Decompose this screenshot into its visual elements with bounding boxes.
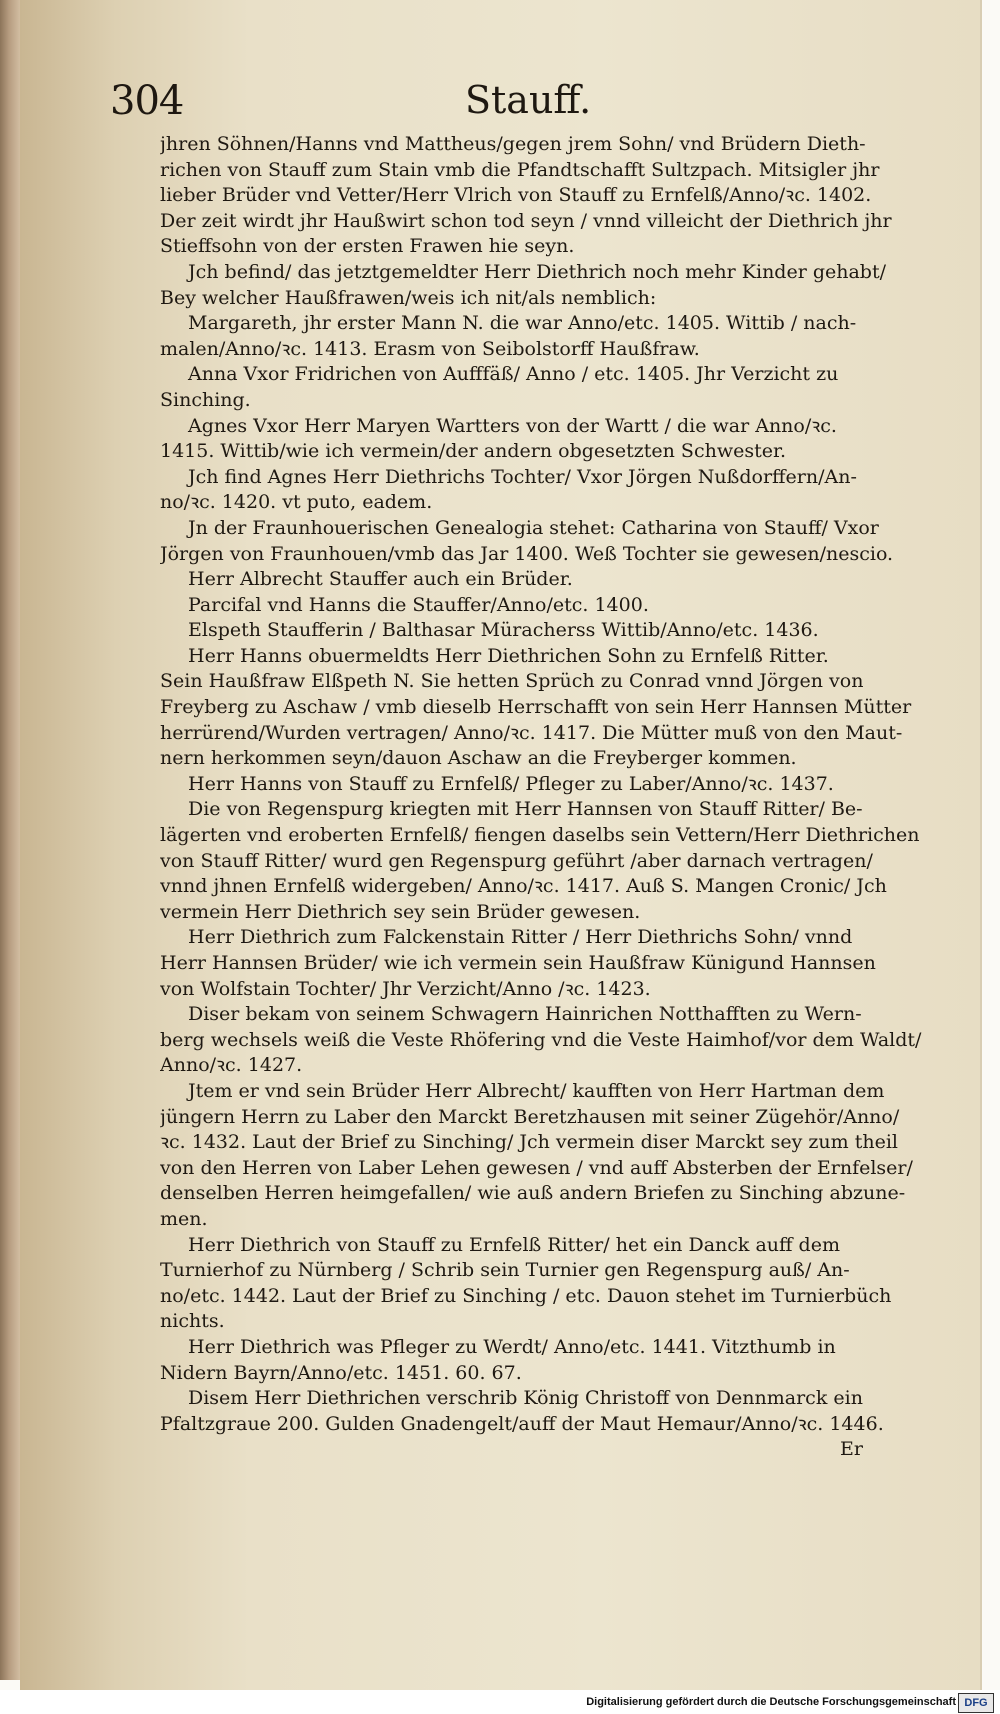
text-line: Pfaltzgraue 200. Gulden Gnadengelt/auff der Maut Hemaur/Anno/ꝛc. 1446. — [160, 1412, 884, 1435]
text-line: jüngern Herrn zu Laber den Marckt Beretzhausen mit seiner Zügehör/Anno/ — [160, 1105, 900, 1128]
text-line: Nidern Bayrn/Anno/etc. 1451. 60. 67. — [160, 1361, 522, 1384]
text-line: jhren Söhnen/Hanns vnd Mattheus/gegen jrem Sohn/ vnd Brüdern Dieth- — [160, 133, 866, 155]
dfg-logo: DFG — [958, 1693, 994, 1713]
text-line: ꝛc. 1432. Laut der Brief zu Sinching/ Jch vermein diser Marckt sey zum theil — [160, 1131, 898, 1154]
text-line: herrürend/Wurden vertragen/ Anno/ꝛc. 1417. Die Mütter muß von den Maut- — [160, 721, 903, 744]
text-line: Jörgen von Fraunhouen/vmb das Jar 1400. Weß Tochter sie gewesen/nescio. — [160, 542, 894, 565]
text-line: Herr Albrecht Stauffer auch ein Brüder. — [188, 568, 573, 591]
text-line: denselben Herren heimgefallen/ wie auß andern Briefen zu Sinching abzune- — [160, 1182, 906, 1205]
text-line: Stieffsohn von der ersten Frawen hie seyn. — [160, 235, 575, 258]
text-line: von den Herren von Laber Lehen gewesen / vnd auff Absterben der Ernfelser/ — [160, 1156, 913, 1179]
text-line: malen/Anno/ꝛc. 1413. Erasm von Seibolstorff Haußfraw. — [160, 337, 700, 360]
text-line: Jn der Fraunhouerischen Genealogia stehet: Catharina von Stauff/ Vxor — [188, 516, 879, 539]
text-line: no/etc. 1442. Laut der Brief zu Sinching / etc. Dauon stehet im Turnierbüch — [160, 1284, 892, 1307]
text-line: nichts. — [160, 1310, 225, 1333]
text-line: Der zeit wirdt jhr Haußwirt schon tod seyn / vnnd villeicht der Diethrich jhr — [160, 209, 892, 232]
text-line: Agnes Vxor Herr Maryen Wartters von der Wartt / die war Anno/ꝛc. — [188, 414, 837, 437]
text-line: richen von Stauff zum Stain vmb die Pfandtschafft Sultzpach. Mitsigler jhr — [160, 158, 880, 181]
running-head: Stauff. — [465, 78, 592, 122]
text-line: 1415. Wittib/wie ich vermein/der andern obgesetzten Schwester. — [160, 440, 786, 463]
body-text — [160, 132, 942, 1522]
catchword: Er — [840, 1438, 863, 1461]
text-line: Diser bekam von seinem Schwagern Hainrichen Notthafften zu Wern- — [188, 1003, 862, 1026]
text-line: Herr Diethrich was Pfleger zu Werdt/ Anno/etc. 1441. Vitzthumb in — [188, 1335, 836, 1358]
text-line: Herr Hanns von Stauff zu Ernfelß/ Pfleger zu Laber/Anno/ꝛc. 1437. — [188, 772, 834, 795]
text-line: Jch befind/ das jetztgemeldter Herr Diethrich noch mehr Kinder gehabt/ — [188, 260, 886, 283]
text-line: von Stauff Ritter/ wurd gen Regenspurg geführt /aber darnach vertragen/ — [160, 849, 873, 872]
text-line: Die von Regenspurg kriegten mit Herr Hannsen von Stauff Ritter/ Be- — [188, 798, 863, 821]
text-line: Jch find Agnes Herr Diethrichs Tochter/ Vxor Jörgen Nußdorffern/An- — [188, 465, 857, 488]
text-line: Herr Diethrich von Stauff zu Ernfelß Ritter/ het ein Danck auff dem — [188, 1233, 840, 1256]
text-line: Freyberg zu Aschaw / vmb dieselb Herrschafft von sein Herr Hannsen Mütter — [160, 696, 912, 719]
text-line: Sinching. — [160, 388, 251, 411]
text-line: berg wechsels weiß die Veste Rhöfering vnd die Veste Haimhof/vor dem Waldt/ — [160, 1028, 922, 1051]
text-line: Elspeth Staufferin / Balthasar Müracherss Wittib/Anno/etc. 1436. — [188, 619, 819, 642]
text-line: lieber Brüder vnd Vetter/Herr Vlrich von Stauff zu Ernfelß/Anno/ꝛc. 1402. — [160, 184, 872, 207]
text-line: Herr Hannsen Brüder/ wie ich vermein sein Haußfraw Künigund Hannsen — [160, 952, 876, 974]
text-line: nern herkommen seyn/dauon Aschaw an die Freyberger kommen. — [160, 747, 797, 770]
funding-credit: Digitalisierung gefördert durch die Deutsche Forschungsgemeinschaft — [586, 1696, 956, 1708]
text-line: vermein Herr Diethrich sey sein Brüder gewesen. — [160, 900, 641, 923]
page-header — [110, 78, 940, 130]
text-line: lägerten vnd eroberten Ernfelß/ fiengen daselbs sein Vettern/Herr Diethrichen — [160, 824, 920, 847]
text-line: Margareth, jhr erster Mann N. die war Anno/etc. 1405. Wittib / nach- — [188, 312, 857, 335]
text-line: Anno/ꝛc. 1427. — [160, 1054, 303, 1077]
text-line: Parcifal vnd Hanns die Stauffer/Anno/etc. 1400. — [188, 593, 649, 616]
text-line: no/ꝛc. 1420. vt puto, eadem. — [160, 491, 433, 514]
text-line: Anna Vxor Fridrichen von Aufffäß/ Anno / etc. 1405. Jhr Verzicht zu — [188, 363, 839, 386]
text-line: Sein Haußfraw Elßpeth N. Sie hetten Sprüch zu Conrad vnnd Jörgen von — [160, 670, 864, 693]
text-line: Turnierhof zu Nürnberg / Schrib sein Turnier gen Regenspurg auß/ An- — [160, 1259, 850, 1282]
text-line: Disem Herr Diethrichen verschrib König Christoff von Dennmarck ein — [188, 1387, 863, 1410]
text-line: vnnd jhnen Ernfelß widergeben/ Anno/ꝛc. 1417. Auß S. Mangen Cronic/ Jch — [160, 875, 887, 898]
text-line: von Wolfstain Tochter/ Jhr Verzicht/Anno /ꝛc. 1423. — [160, 977, 651, 1000]
text-line: Herr Hanns obuermeldts Herr Diethrichen Sohn zu Ernfelß Ritter. — [188, 644, 829, 667]
text-line: Bey welcher Haußfrawen/weis ich nit/als nemblich: — [160, 286, 657, 309]
text-line: Herr Diethrich zum Falckenstain Ritter / Herr Diethrichs Sohn/ vnnd — [188, 926, 853, 949]
text-line: men. — [160, 1207, 208, 1230]
text-line: Jtem er vnd sein Brüder Herr Albrecht/ kaufften von Herr Hartman dem — [188, 1079, 885, 1102]
book-edge — [0, 0, 20, 1680]
page-number: 304 — [110, 78, 184, 124]
